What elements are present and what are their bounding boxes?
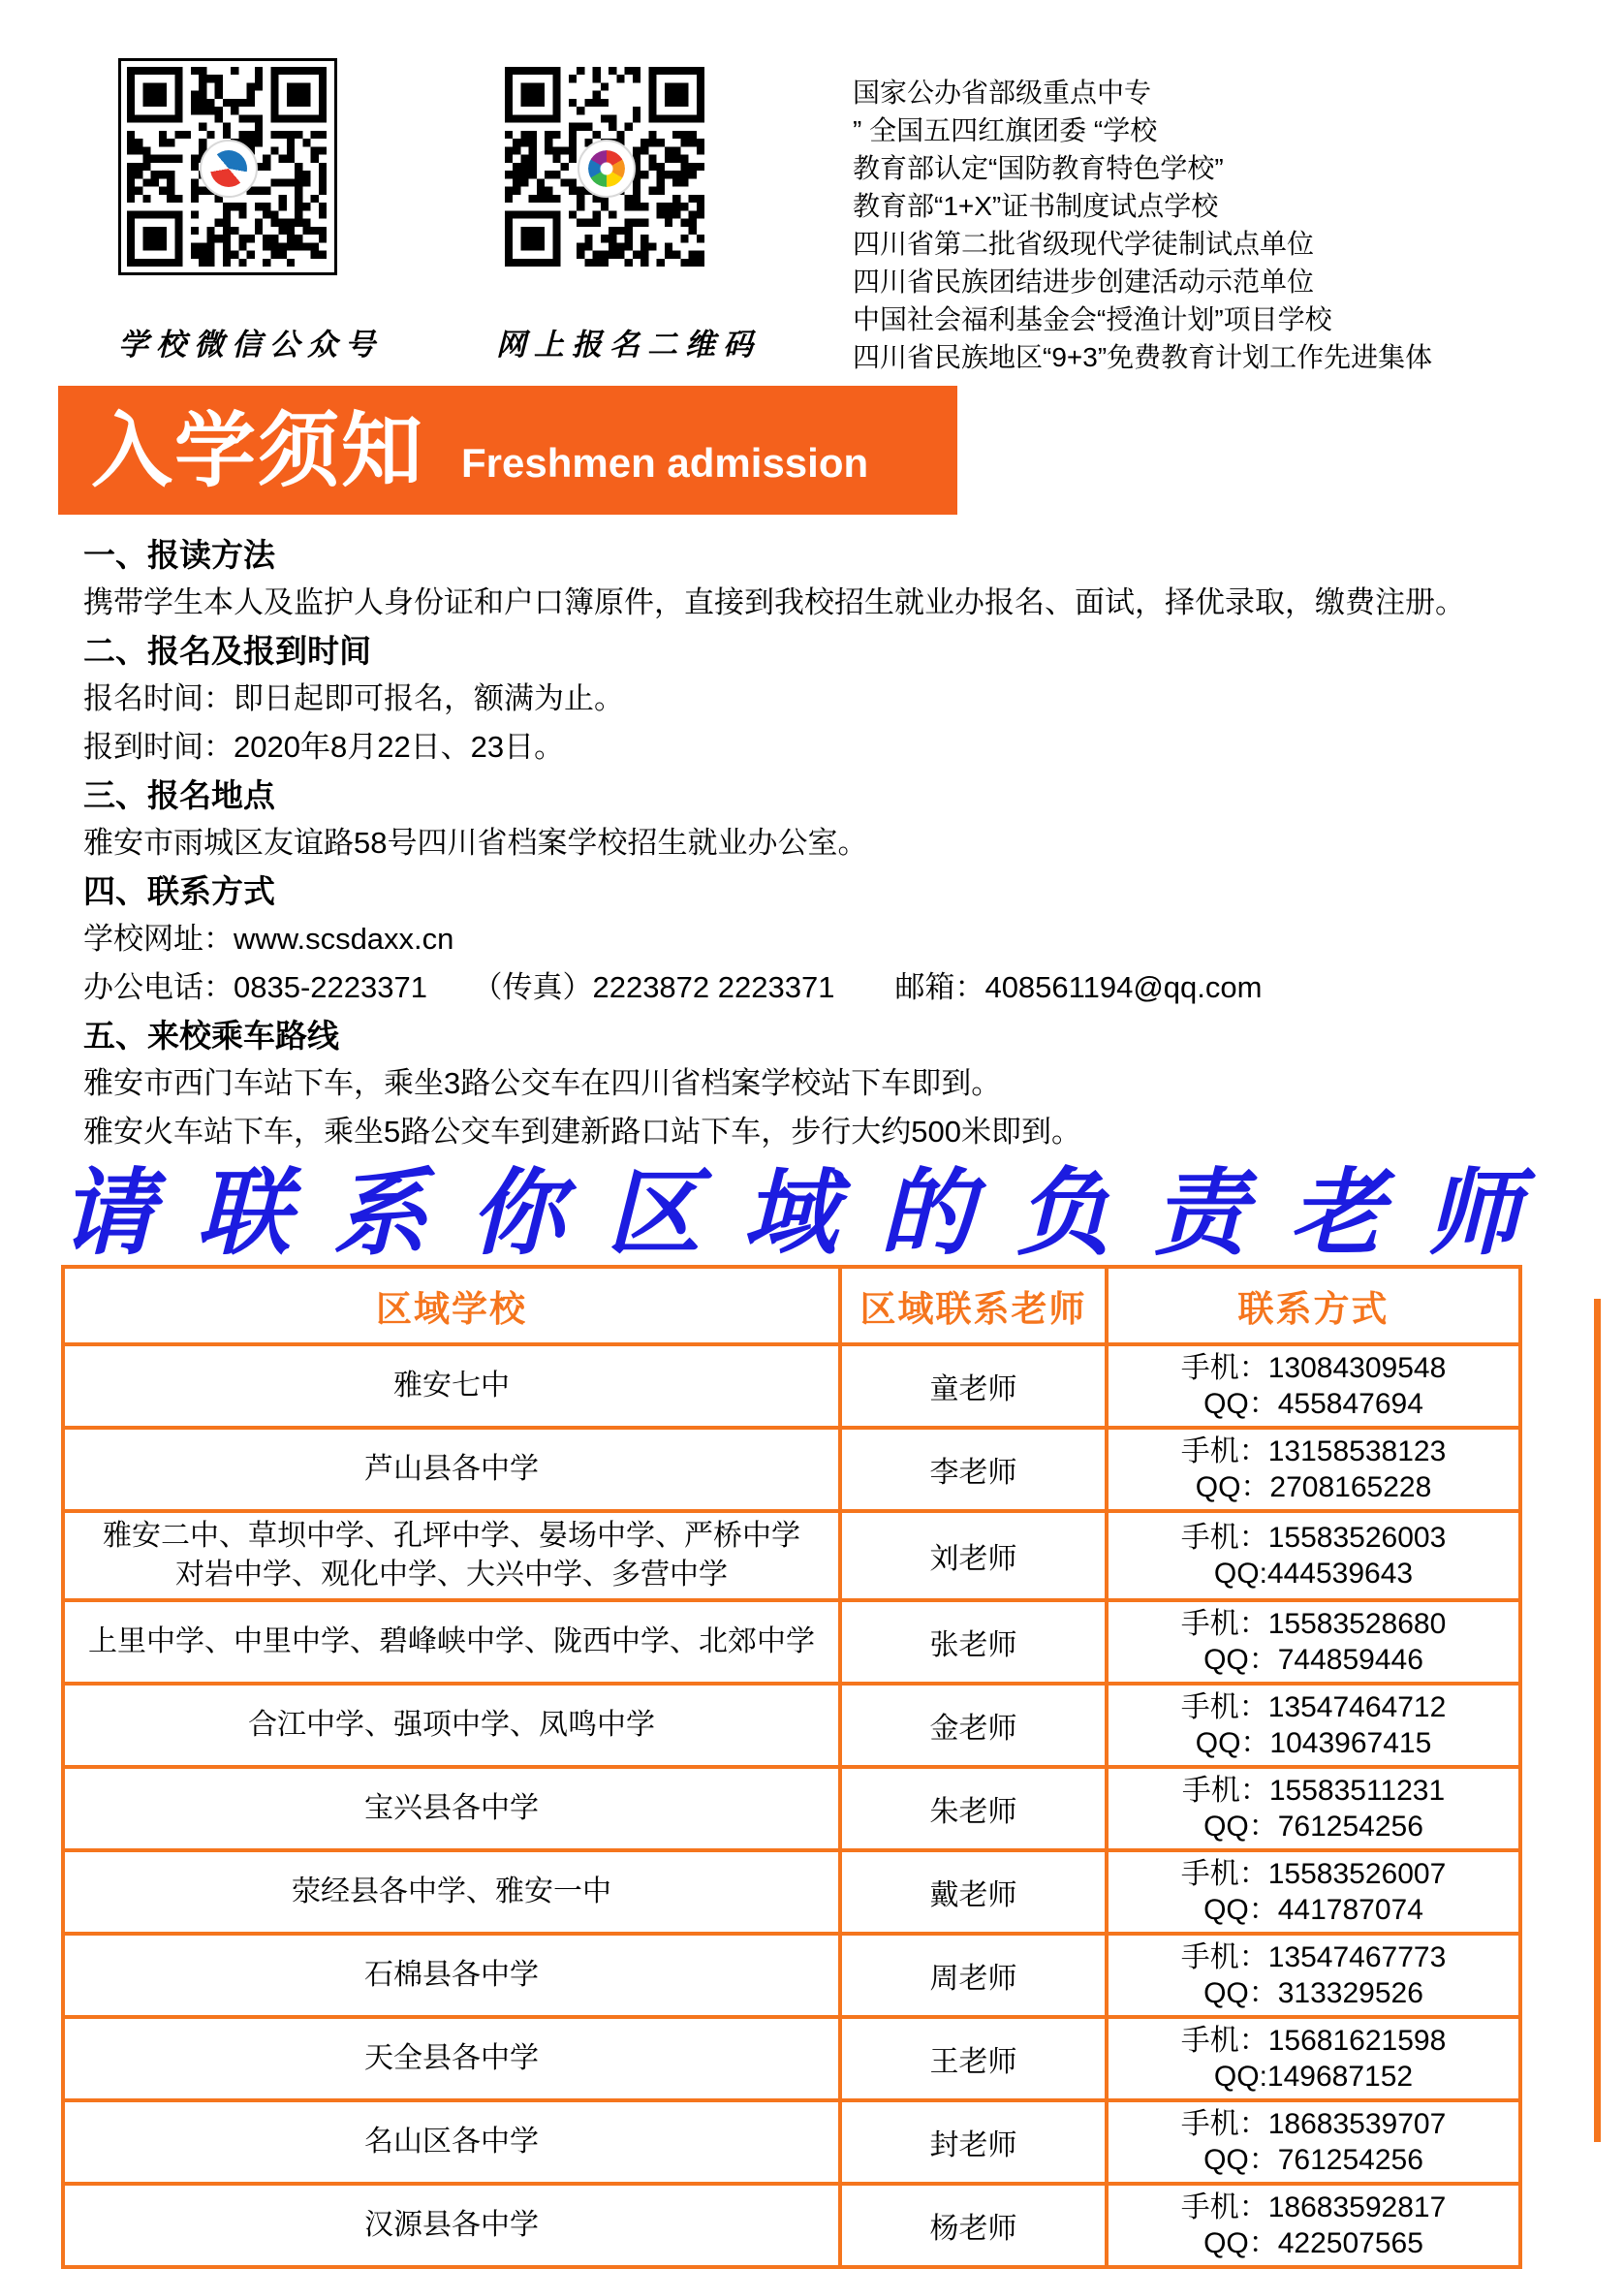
phone: 手机：15583526003 [1180, 1522, 1447, 1554]
qq: QQ：761254256 [1203, 1811, 1423, 1843]
section-line: 雅安市雨城区友谊路58号四川省档案学校招生就业办公室。 [83, 826, 868, 860]
section-line: 办公电话：0835-2223371 （传真）2223872 2223371 邮箱：408561194@qq.com [83, 970, 1263, 1004]
teacher: 李老师 [840, 1428, 1107, 1511]
table-row [63, 2017, 1520, 2100]
honor-item: 四川省民族地区“9+3”免费教育计划工作先进集体 [853, 342, 1433, 372]
section-transport [83, 1012, 1571, 1156]
qq: QQ：313329526 [1203, 1977, 1423, 2009]
honor-item: 国家公办省部级重点中专 [853, 78, 1152, 108]
teacher: 金老师 [840, 1684, 1107, 1767]
wechat-qr-block [118, 58, 383, 363]
teacher: 杨老师 [840, 2184, 1107, 2267]
qq: QQ：761254256 [1203, 2144, 1423, 2176]
pinwheel-logo-icon [578, 140, 636, 198]
qq: QQ：1043967415 [1195, 1727, 1432, 1759]
teacher: 封老师 [840, 2100, 1107, 2184]
schools: 上里中学、中里中学、碧峰峡中学、陇西中学、北郊中学 [88, 1625, 815, 1657]
qq: QQ：422507565 [1203, 2227, 1423, 2259]
honor-item: 四川省民族团结进步创建活动示范单位 [853, 267, 1315, 297]
schools: 天全县各中学 [364, 2042, 539, 2074]
qq: QQ：441787074 [1203, 1894, 1423, 1926]
section-heading: 二、报名及报到时间 [83, 633, 371, 669]
section-line: 雅安市西门车站下车，乘坐3路公交车在四川省档案学校站下车即到。 [83, 1066, 1002, 1100]
honor-item: 教育部“1+X”证书制度试点学校 [853, 191, 1219, 221]
schools: 雅安七中 [393, 1370, 510, 1402]
qr-frame [118, 58, 337, 275]
section-heading: 一、报读方法 [83, 537, 275, 573]
phone: 手机：13547464712 [1180, 1691, 1447, 1723]
schools: 雅安二中、草坝中学、孔坪中学、晏场中学、严桥中学 [103, 1520, 800, 1552]
table-row [63, 1344, 1520, 1428]
honor-item: 中国社会福利基金会“授渔计划”项目学校 [853, 304, 1332, 334]
honor-item: 四川省第二批省级现代学徒制试点单位 [853, 229, 1315, 259]
qq: QQ:444539643 [1213, 1558, 1414, 1590]
registration-qr-block [496, 58, 761, 363]
phone: 手机：13158538123 [1180, 1435, 1447, 1467]
table-row [63, 1767, 1520, 1850]
qq: QQ：744859446 [1203, 1644, 1423, 1676]
table-row [63, 1428, 1520, 1511]
section-line: 学校网址：www.scsdaxx.cn [83, 922, 454, 956]
schools: 对岩中学、观化中学、大兴中学、多营中学 [175, 1559, 728, 1591]
phone: 手机：15583526007 [1180, 1858, 1447, 1890]
banner-title: 入学须知 [91, 404, 425, 496]
phone: 手机：18683539707 [1180, 2108, 1447, 2140]
phone: 手机：18683592817 [1180, 2191, 1447, 2223]
table-row [63, 2184, 1520, 2267]
schools: 石棉县各中学 [364, 1959, 539, 1991]
schools: 合江中学、强项中学、凤鸣中学 [248, 1709, 655, 1741]
phone: 手机：15583511231 [1181, 1775, 1446, 1807]
teacher: 刘老师 [840, 1511, 1107, 1600]
section-apply-method [83, 531, 1571, 627]
table-row [63, 2100, 1520, 2184]
section-contact [83, 867, 1571, 1012]
table-row [63, 1511, 1520, 1600]
phone: 手机：13084309548 [1180, 1352, 1447, 1384]
table-row [63, 1934, 1520, 2017]
teacher: 周老师 [840, 1934, 1107, 2017]
admission-info [83, 531, 1571, 1156]
registration-qr-label: 网上报名二维码 [496, 328, 761, 362]
schools: 宝兴县各中学 [364, 1792, 539, 1824]
section-heading: 四、联系方式 [83, 873, 275, 909]
phone: 手机：15583528680 [1180, 1608, 1447, 1640]
section-heading: 五、来校乘车路线 [83, 1018, 339, 1054]
schools: 名山区各中学 [364, 2126, 539, 2158]
wechat-qr-label: 学校微信公众号 [118, 328, 383, 362]
schools: 荥经县各中学、雅安一中 [292, 1875, 611, 1907]
qq: QQ:149687152 [1213, 2061, 1414, 2093]
teacher: 童老师 [840, 1344, 1107, 1428]
honor-item: ” 全国五四红旗团委 “学校 [853, 115, 1158, 145]
qr-quiet-zone [496, 58, 715, 275]
table-row [63, 1684, 1520, 1767]
section-time [83, 627, 1571, 772]
section-heading: 三、报名地点 [83, 777, 275, 813]
teacher: 王老师 [840, 2017, 1107, 2100]
table-row [63, 1600, 1520, 1684]
table-header-row [63, 1267, 1520, 1344]
wechat-qr-code-icon [127, 67, 327, 267]
schools: 芦山县各中学 [364, 1453, 539, 1485]
col-header-schools: 区域学校 [63, 1267, 840, 1344]
col-header-teacher: 区域联系老师 [840, 1267, 1107, 1344]
teacher: 朱老师 [840, 1767, 1107, 1850]
section-line: 报名时间：即日起即可报名，额满为止。 [83, 681, 624, 715]
section-location [83, 772, 1571, 867]
section-line: 报到时间：2020年8月22日、23日。 [83, 730, 565, 764]
col-header-contact: 联系方式 [1107, 1267, 1520, 1344]
table-row [63, 1850, 1520, 1934]
region-contact-table [61, 1265, 1522, 2269]
honor-item: 教育部认定“国防教育特色学校” [853, 153, 1224, 183]
school-honors-list [853, 74, 1432, 376]
registration-qr-code-icon [505, 67, 704, 267]
qq: QQ：2708165228 [1195, 1471, 1432, 1503]
phone: 手机：13547467773 [1180, 1941, 1447, 1973]
section-banner [58, 386, 957, 515]
school-logo-icon [200, 140, 258, 198]
contact-teacher-headline: 请联系你区域的负责老师 [60, 1162, 1563, 1266]
phone: 手机：15681621598 [1180, 2025, 1447, 2057]
qq: QQ：455847694 [1203, 1388, 1423, 1420]
teacher: 戴老师 [840, 1850, 1107, 1934]
section-line: 携带学生本人及监护人身份证和户口簿原件，直接到我校招生就业办报名、面试，择优录取，缴费注册。 [83, 585, 1465, 619]
cropped-table-edge [1594, 1299, 1601, 2142]
schools: 汉源县各中学 [364, 2209, 539, 2241]
section-line: 雅安火车站下车，乘坐5路公交车到建新路口站下车，步行大约500米即到。 [83, 1115, 1081, 1149]
banner-subtitle: Freshmen admission [461, 439, 869, 486]
teacher: 张老师 [840, 1600, 1107, 1684]
